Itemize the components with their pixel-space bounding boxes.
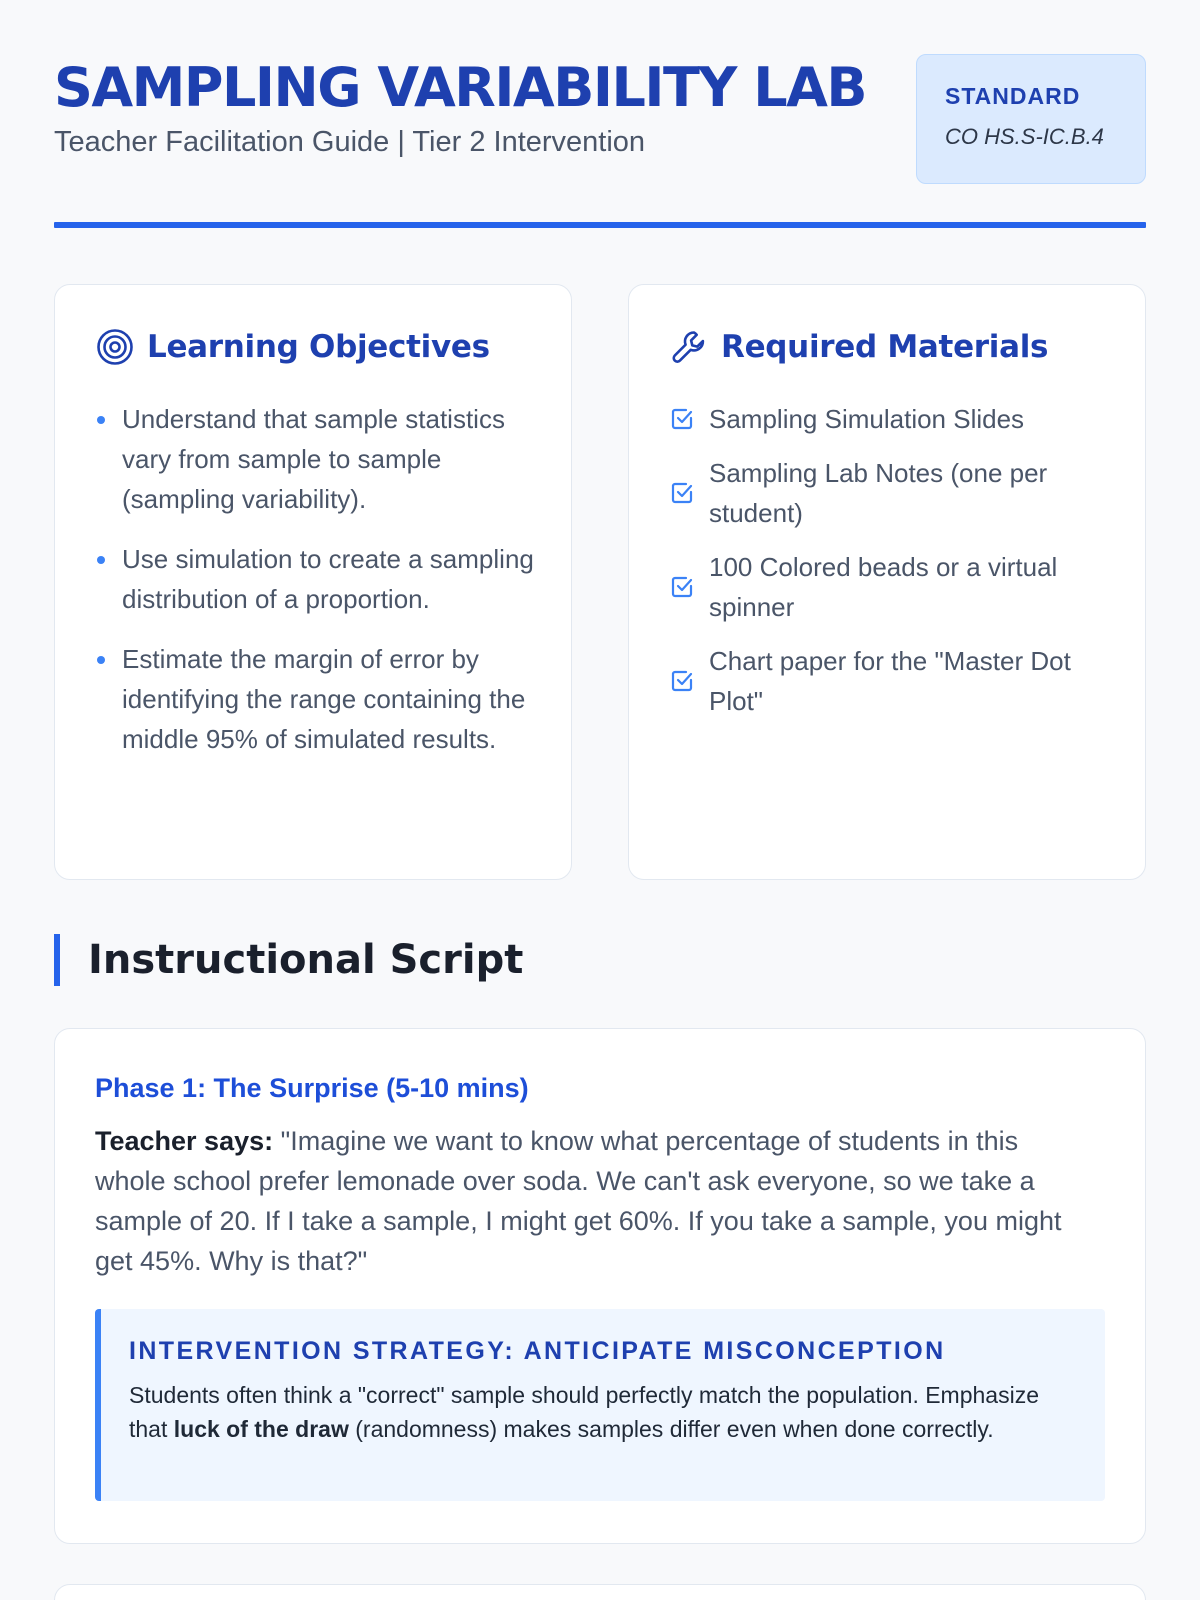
callout-text-part: (randomness) makes samples differ even when done correctly.: [348, 1416, 994, 1442]
material-item: [669, 453, 1109, 533]
section-heading: Instructional Script: [54, 934, 523, 986]
wrench-icon: [669, 327, 709, 367]
objectives-card: [54, 284, 572, 880]
material-label: Chart paper for the "Master Dot Plot": [709, 646, 1071, 716]
teacher-script: [95, 1121, 1095, 1281]
callout-label: INTERVENTION STRATEGY: ANTICIPATE MISCONCEPTION: [129, 1337, 946, 1365]
checkbox-icon: [669, 480, 695, 506]
standard-badge: [916, 54, 1146, 184]
checkbox-icon: [669, 574, 695, 600]
objectives-list: [95, 399, 535, 779]
materials-header: [669, 327, 1048, 367]
material-item: [669, 399, 1109, 439]
material-label: Sampling Simulation Slides: [709, 404, 1025, 434]
phase-title: Phase 1: The Surprise (5-10 mins): [95, 1073, 529, 1103]
target-icon: [95, 327, 135, 367]
standard-code: CO HS.S-IC.B.4: [945, 124, 1104, 149]
page-subtitle: Teacher Facilitation Guide | Tier 2 Intervention: [54, 126, 646, 158]
header-divider: [54, 222, 1146, 228]
material-label: Sampling Lab Notes (one per student): [709, 458, 1048, 528]
materials-list: [669, 399, 1109, 735]
objective-item: Estimate the margin of error by identifying the range containing the middle 95% of simulated results.: [95, 639, 535, 759]
material-item: [669, 547, 1109, 627]
material-item: [669, 641, 1109, 721]
intervention-callout: [95, 1309, 1105, 1501]
objective-item: Use simulation to create a sampling distribution of a proportion.: [95, 539, 535, 619]
standard-label: STANDARD: [945, 83, 1081, 109]
phase-card: [54, 1028, 1146, 1544]
checkbox-icon: [669, 406, 695, 432]
callout-text-part: Students often think a "correct" sample should perfectly match the population. Emphasize that: [129, 1382, 1039, 1442]
speaker-label: Teacher says:: [95, 1126, 274, 1156]
materials-card: [628, 284, 1146, 880]
material-label: 100 Colored beads or a virtual spinner: [709, 552, 1058, 622]
materials-title: Required Materials: [721, 329, 1049, 365]
callout-emphasis: luck of the draw: [173, 1416, 349, 1442]
objectives-title: Learning Objectives: [147, 329, 490, 365]
next-phase-card: [54, 1584, 1146, 1600]
teacher-quote: "Imagine we want to know what percentage of students in this whole school prefer lemonade over soda. We can't ask everyone, so we take a sample of 20. If I take a sample, I might get 60%. If you take a sample, you might get 45%. Why is that?": [95, 1126, 1062, 1276]
objective-item: Understand that sample statistics vary from sample to sample (sampling variability).: [95, 399, 535, 519]
page-title: SAMPLING VARIABILITY LAB: [54, 56, 867, 119]
header: [54, 0, 1146, 230]
objectives-header: [95, 327, 490, 367]
overview-cards: [54, 284, 1146, 880]
checkbox-icon: [669, 668, 695, 694]
callout-text: [129, 1378, 1077, 1446]
